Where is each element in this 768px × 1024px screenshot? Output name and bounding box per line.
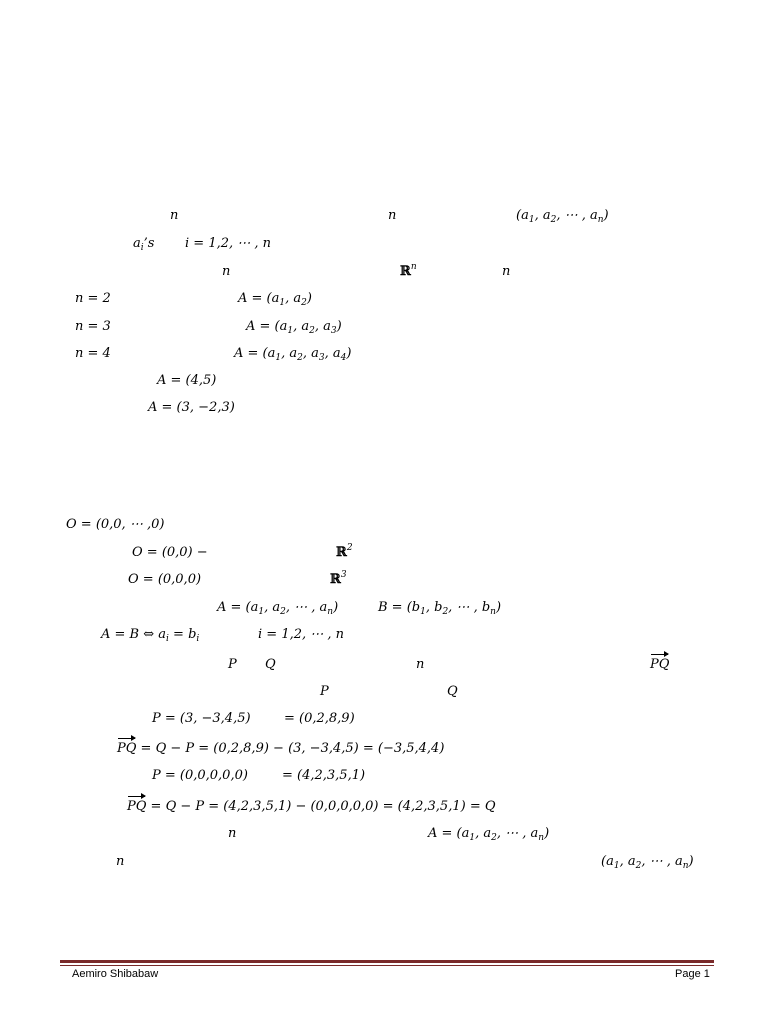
footer-rule — [60, 965, 714, 966]
math-example-a: A = (3, −2,3) — [148, 400, 235, 415]
math-p-example: P = (0,0,0,0,0) — [152, 768, 248, 783]
math-n: n — [388, 208, 397, 223]
math-a-4tuple: $A = (a_1$, $a_2$, $a_3$, $a_4$) — [234, 346, 352, 363]
math-p: P — [228, 657, 237, 672]
math-n: n — [222, 264, 231, 279]
math-a-ntuple: $A = (a_1$, $a_2$, ⋯ , $a_n$) — [428, 826, 550, 843]
math-a-ntuple: $A = (a_1$, $a_2$, ⋯ , $a_n$) — [217, 600, 339, 617]
math-n-eq-4: n = 4 — [75, 346, 111, 361]
math-q: Q — [447, 684, 458, 699]
footer-page-number: Page 1 — [675, 968, 710, 980]
math-vector-pq: PQ — [650, 657, 670, 672]
math-p: P — [320, 684, 329, 699]
math-rn: ℝ$^n$ — [400, 262, 417, 279]
footer-rule — [60, 960, 714, 963]
math-n-eq-3: n = 3 — [75, 319, 111, 334]
math-b-ntuple: $B = (b_1$, $b_2$, ⋯ , $b_n$) — [378, 600, 502, 617]
math-n: n — [116, 854, 125, 869]
math-pq-computation: PQ = Q − P = (0,2,8,9) − (3, −3,4,5) = (−3,5,4,4) — [117, 741, 445, 756]
math-n: n — [228, 826, 237, 841]
math-q-example: = (0,2,8,9) — [284, 711, 355, 726]
math-pq-computation: PQ = Q − P = (4,2,3,5,1) − (0,0,0,0,0) = (4,2,3,5,1) = Q — [127, 799, 496, 814]
math-r3: ℝ$^3$ — [330, 570, 347, 587]
math-index-range: i = 1,2, ⋯ , n — [258, 627, 345, 642]
math-tuple-a: ($a_1$, $a_2$, ⋯ , $a_n$) — [516, 208, 609, 225]
math-q: Q — [265, 657, 276, 672]
math-q-example: = (4,2,3,5,1) — [282, 768, 366, 783]
math-r2: ℝ$^2$ — [336, 543, 353, 560]
math-n: n — [502, 264, 511, 279]
math-zero-vector: O = (0,0, ⋯ ,0) — [66, 517, 165, 532]
math-n: n — [170, 208, 179, 223]
math-a-2tuple: $A = (a_1$, $a_2$) — [238, 291, 312, 308]
math-n-eq-2: n = 2 — [75, 291, 111, 306]
math-a-3tuple: $A = (a_1$, $a_2$, $a_3$) — [246, 319, 342, 336]
math-ai-s: $a_i’s$ — [133, 236, 155, 253]
math-zero-r3: O = (0,0,0) — [128, 572, 202, 587]
math-equality: A = B ⇔ $a_i = b_i$ — [101, 627, 200, 644]
math-index-range: i = 1,2, ⋯ , n — [185, 236, 272, 251]
footer-author: Aemiro Shibabaw — [72, 968, 159, 980]
math-tuple-a: ($a_1$, $a_2$, ⋯ , $a_n$) — [601, 854, 694, 871]
math-p-example: P = (3, −3,4,5) — [152, 711, 251, 726]
math-example-a: A = (4,5) — [157, 373, 217, 388]
math-n: n — [416, 657, 425, 672]
math-zero-r2: O = (0,0) − — [132, 545, 208, 560]
